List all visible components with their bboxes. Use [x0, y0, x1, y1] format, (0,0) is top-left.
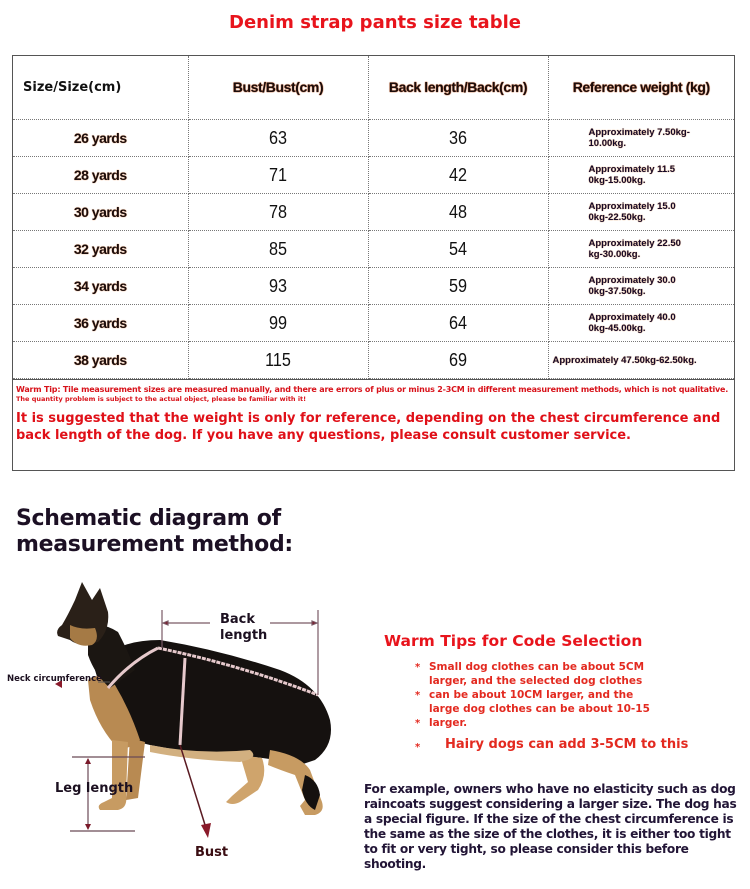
- back-cell: 59: [377, 268, 539, 305]
- size-cell: 36 yards: [13, 305, 188, 342]
- back-cell: 48: [377, 194, 539, 231]
- table-row: [13, 120, 734, 157]
- header-back-length: Back length/Back(cm): [368, 56, 548, 120]
- leg-length-label: Leg length: [55, 781, 134, 796]
- asterisk-icon: *: [415, 742, 421, 753]
- warm-tips-title: Warm Tips for Code Selection: [384, 632, 643, 650]
- back-cell: 36: [377, 120, 539, 157]
- header-bust: Bust/Bust(cm): [188, 56, 368, 120]
- warm-tip-line: larger, and the selected dog clothes: [429, 675, 643, 687]
- weight-cell: Approximately 7.50kg- 10.00kg.: [548, 120, 734, 157]
- size-table: [12, 55, 735, 471]
- weight-cell: Approximately 15.0 0kg-22.50kg.: [548, 194, 734, 231]
- weight-cell: Approximately 47.50kg-62.50kg.: [548, 342, 734, 379]
- table-header-row: [13, 56, 734, 120]
- bust-cell: 63: [197, 120, 359, 157]
- header-size: Size/Size(cm): [13, 56, 188, 120]
- neck-circumference-label: Neck circumference: [7, 674, 102, 684]
- table-row: [13, 157, 734, 194]
- bust-cell: 71: [197, 157, 359, 194]
- bust-cell: 85: [197, 231, 359, 268]
- warm-tip-line: large dog clothes can be about 10-15: [429, 703, 650, 715]
- bust-cell: 93: [197, 268, 359, 305]
- page-title: Denim strap pants size table: [229, 12, 521, 33]
- table-row: [13, 342, 734, 379]
- bust-label: Bust: [195, 845, 229, 860]
- dog-measurement-diagram: [0, 570, 370, 870]
- back-cell: 64: [377, 305, 539, 342]
- size-cell: 28 yards: [13, 157, 188, 194]
- quantity-note: The quantity problem is subject to the actual object, please be familiar with it!: [16, 395, 307, 403]
- weight-note: It is suggested that the weight is only for reference, depending on the chest circumference and back length of the dog. If you have any questions, please consult customer service.: [16, 411, 721, 443]
- warm-tip-line: * can be about 10CM larger, and the: [415, 689, 634, 701]
- header-reference-weight: Reference weight (kg): [548, 56, 734, 120]
- back-cell: 54: [377, 231, 539, 268]
- asterisk-icon: *: [415, 662, 421, 673]
- table-row: [13, 305, 734, 342]
- bust-cell: 78: [197, 194, 359, 231]
- size-cell: 32 yards: [13, 231, 188, 268]
- schematic-title: Schematic diagram of measurement method:: [16, 506, 293, 557]
- size-cell: 38 yards: [13, 342, 188, 379]
- bust-cell: 115: [197, 342, 359, 379]
- back-cell: 42: [377, 157, 539, 194]
- size-cell: 26 yards: [13, 120, 188, 157]
- weight-cell: Approximately 22.50 kg-30.00kg.: [548, 231, 734, 268]
- weight-cell: Approximately 30.0 0kg-37.50kg.: [548, 268, 734, 305]
- warm-tip-line: * Small dog clothes can be about 5CM: [415, 661, 645, 673]
- warm-tips-list: [413, 660, 713, 754]
- size-cell: 34 yards: [13, 268, 188, 305]
- table-row: [13, 194, 734, 231]
- bust-cell: 99: [197, 305, 359, 342]
- table-notes: [13, 379, 734, 475]
- hairy-dogs-tip: * Hairy dogs can add 3-5CM to this: [413, 736, 713, 754]
- table-row: [13, 231, 734, 268]
- warm-tip-text: Warm Tip: Tile measurement sizes are measured manually, and there are errors of plus or minus 2-3CM in different measurement methods, which is not qualitative.: [16, 385, 729, 394]
- weight-cell: Approximately 11.5 0kg-15.00kg.: [548, 157, 734, 194]
- back-cell: 69: [377, 342, 539, 379]
- asterisk-icon: *: [415, 718, 421, 729]
- weight-cell: Approximately 40.0 0kg-45.00kg.: [548, 305, 734, 342]
- example-paragraph: For example, owners who have no elasticity such as dog raincoats suggest considering a larger size. The dog has a special figure. If the size of the chest circumference is the same as the size of the clothes, it is either too tight to fit or very tight, so please consider this before shooting.: [364, 782, 737, 871]
- asterisk-icon: *: [415, 690, 421, 701]
- size-cell: 30 yards: [13, 194, 188, 231]
- warm-tip-line: * larger.: [415, 717, 468, 729]
- table-row: [13, 268, 734, 305]
- back-length-label: Back length: [220, 612, 268, 643]
